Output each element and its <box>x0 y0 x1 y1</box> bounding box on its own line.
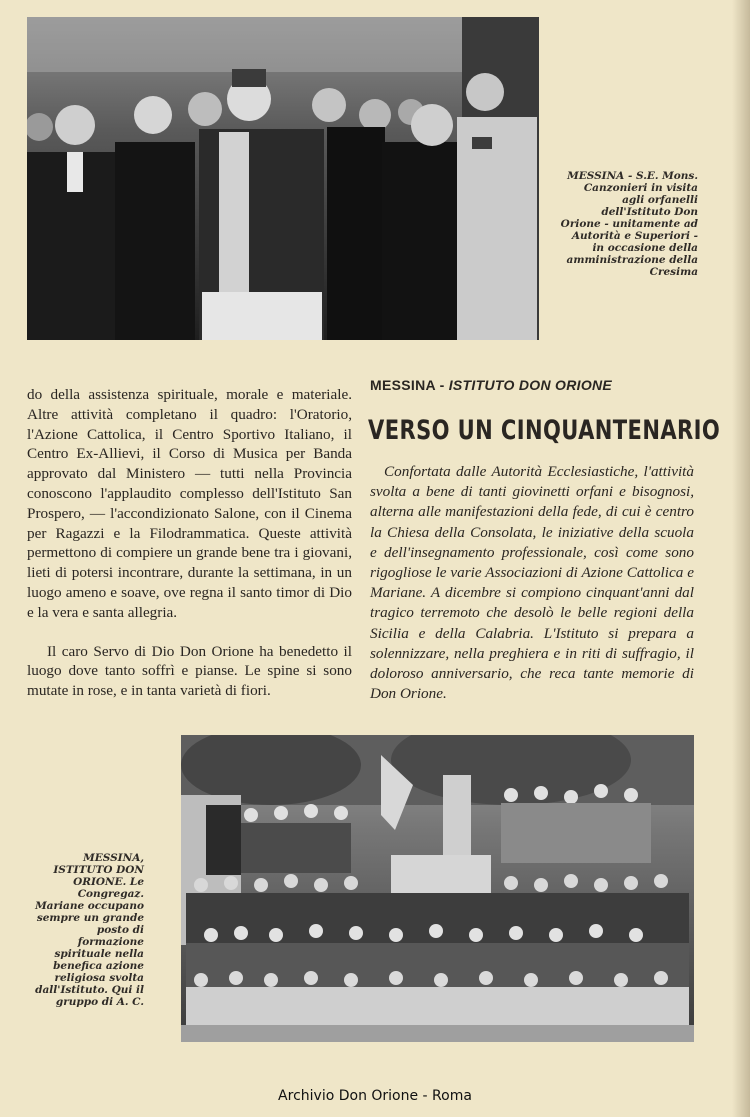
photo-group-ac <box>181 735 694 1042</box>
left-column-text <box>27 385 352 720</box>
section-label: MESSINA - ISTITUTO DON ORIONE <box>370 377 613 393</box>
paragraph: Il caro Servo di Dio Don Orione ha benedetto il luogo dove tanto soffrì e pianse. Le spine si sono mutate in rose, e in tanta varietà di fiori. <box>27 642 352 700</box>
section-institute: ISTITUTO DON ORIONE <box>448 377 613 393</box>
photo-bishop-visit <box>27 17 539 340</box>
page-edge-shadow <box>732 0 750 1117</box>
paragraph: do della assistenza spirituale, morale e materiale. Altre attività completano il quadro: l'Oratorio, l'Azione Cattolica, il Centro Sportivo Italiano, il Centro Ex-Allievi, il Corso di Musica per Banda approvato dal Ministero — tutti nella Provincia conoscono l'applaudito complesso dell'Istituto San Prospero, — l'accondizionato Salone, con il Cinema per Ragazzi e la Filodrammatica. Queste attività permettono di compiere un grande bene tra i giovani, lieti di potersi incontrare, durante la settimana, in un luogo ameno e soave, ove regna il santo timor di Dio e la vera e santa allegria. <box>27 386 352 621</box>
article-headline: VERSO UN CINQUANTENARIO <box>368 415 721 446</box>
section-location: MESSINA <box>370 377 436 393</box>
article-body <box>370 462 694 704</box>
photo-caption-top: MESSINA - S.E. Mons. Canzonieri in visita agli orfanelli dell'Istituto Don Orione - unitamente ad Autorità e Superiori - in occasione della amministrazione della Cresima <box>560 170 698 278</box>
archive-footer: Archivio Don Orione - Roma <box>278 1088 472 1104</box>
photo-caption-bottom: MESSINA, ISTITUTO DON ORIONE. Le Congregaz. Mariane occupano sempre un grande posto di formazione spirituale nella benefica azione religiosa svolta dall'Istituto. Qui il gruppo di A. C. <box>35 852 144 1008</box>
paragraph: Confortata dalle Autorità Ecclesiastiche, l'attività svolta a bene di tanti giovinetti orfani e bisognosi, alterna alle manifestazioni della fede, di cui è centro la Chiesa della Consolata, le iniziative della scuola e dell'insegnamento professionale, così come sono rigogliose le varie Associazioni di Azione Cattolica e Mariane. A dicembre si compiono cinquant'anni dal tragico terremoto che desolò le belle regioni della Sicilia e della Calabria. L'Istituto si prepara a solennizzare, nella preghiera e in riti di suffragio, il doloroso anniversario, che reca tante memorie di Don Orione. <box>370 463 694 703</box>
